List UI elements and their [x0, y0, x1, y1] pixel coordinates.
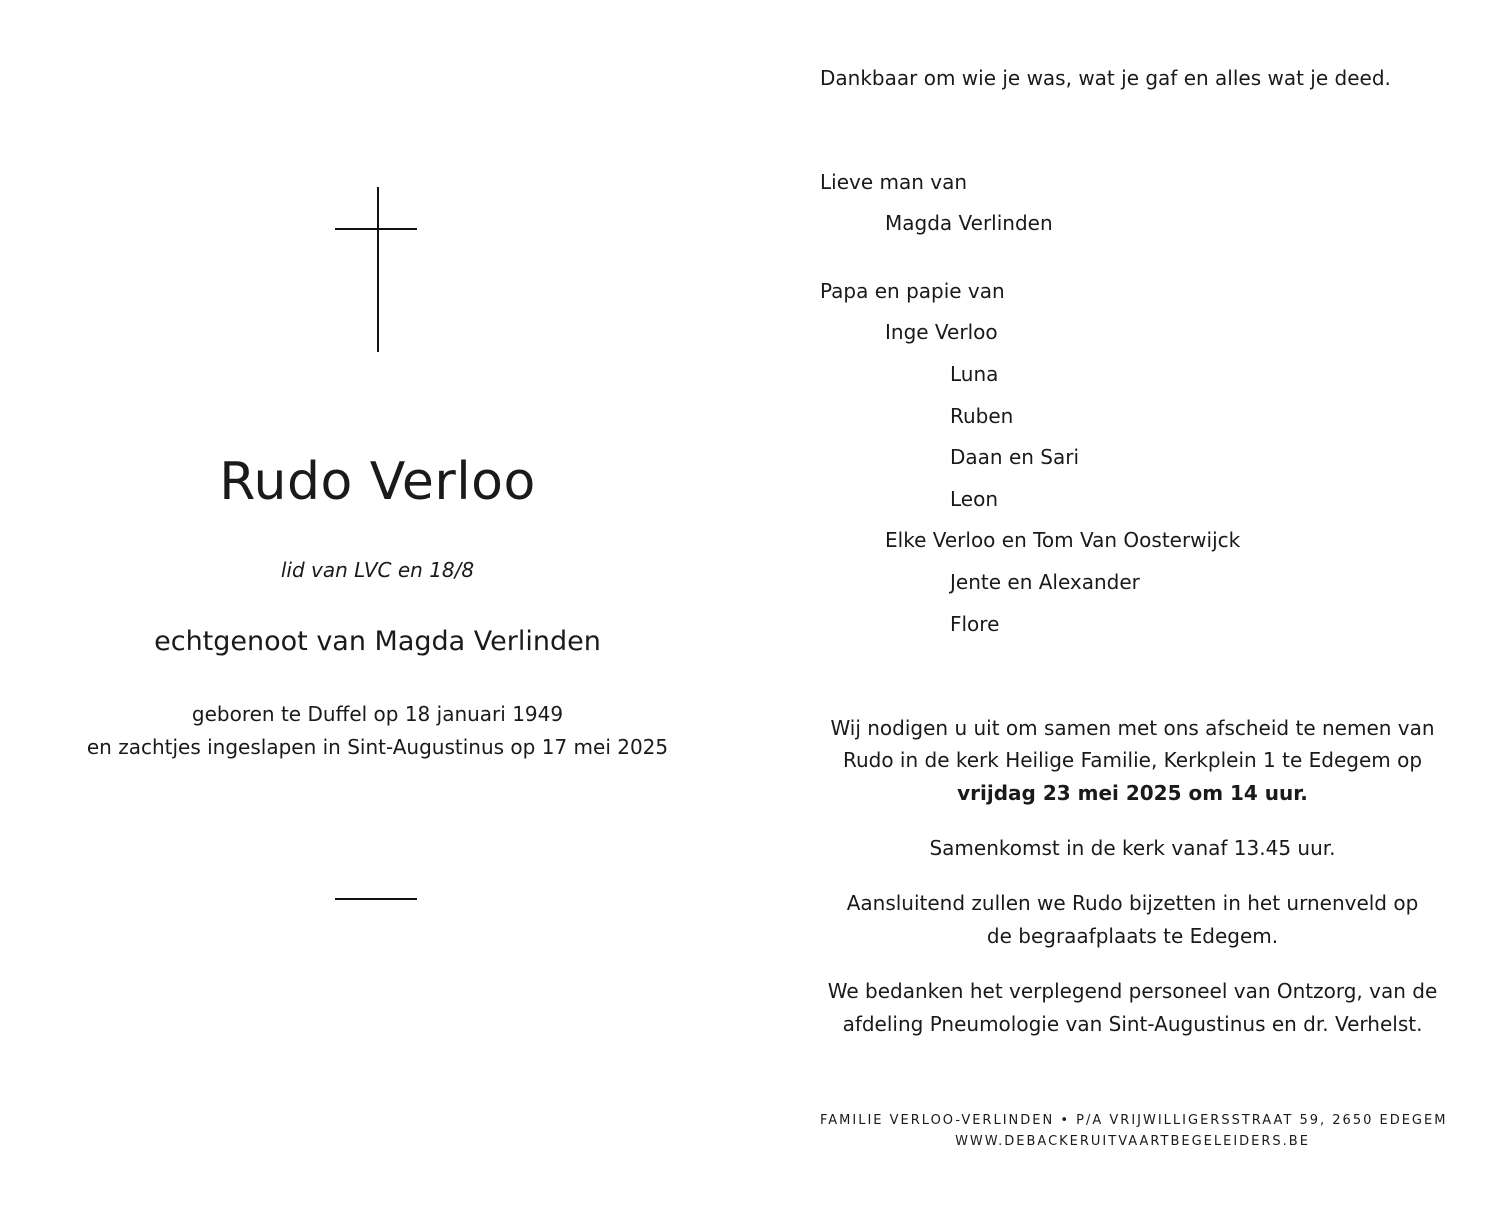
deceased-name: Rudo Verloo	[219, 452, 536, 512]
death-line: en zachtjes ingeslapen in Sint-Augustinus op 17 mei 2025	[86, 735, 669, 759]
right-page	[755, 0, 1509, 1214]
footer-address: FAMILIE VERLOO-VERLINDEN • P/A VRIJWILLIGERSSTRAAT 59, 2650 EDEGEM	[820, 1113, 1448, 1128]
membership-line: lid van LVC en 18/8	[280, 558, 475, 582]
grandchild-name: Luna	[950, 362, 999, 386]
thanks-line: afdeling Pneumologie van Sint-Augustinus en dr. Verhelst.	[842, 1012, 1423, 1036]
invitation-date: vrijdag 23 mei 2025 om 14 uur.	[957, 781, 1308, 805]
child-name: Elke Verloo en Tom Van Oosterwijck	[885, 528, 1241, 552]
footer-website: WWW.DEBACKERUITVAARTBEGELEIDERS.BE	[955, 1134, 1310, 1149]
husband-intro: Lieve man van	[820, 170, 968, 194]
grandchild-name: Leon	[950, 487, 999, 511]
invitation-line: Wij nodigen u uit om samen met ons afscheid te nemen van	[830, 716, 1435, 740]
gathering-line: Samenkomst in de kerk vanaf 13.45 uur.	[929, 836, 1336, 860]
grandchild-name: Flore	[950, 612, 1000, 636]
birth-line: geboren te Duffel op 18 januari 1949	[191, 702, 564, 726]
divider-line	[335, 898, 417, 900]
grandchild-name: Jente en Alexander	[950, 570, 1140, 594]
cross-icon-vertical-bar	[377, 187, 379, 352]
invitation-line: Rudo in de kerk Heilige Familie, Kerkplein 1 te Edegem op	[842, 748, 1423, 772]
wife-name: Magda Verlinden	[885, 211, 1053, 235]
burial-line: de begraafplaats te Edegem.	[986, 924, 1279, 948]
family-intro: Papa en papie van	[820, 279, 1005, 303]
cross-icon-horizontal-bar	[335, 228, 417, 230]
grandchild-name: Daan en Sari	[950, 445, 1080, 469]
grandchild-name: Ruben	[950, 404, 1014, 428]
gratitude-line: Dankbaar om wie je was, wat je gaf en alles wat je deed.	[820, 66, 1391, 90]
spouse-line: echtgenoot van Magda Verlinden	[154, 626, 601, 657]
thanks-line: We bedanken het verplegend personeel van Ontzorg, van de	[827, 979, 1438, 1003]
burial-line: Aansluitend zullen we Rudo bijzetten in het urnenveld op	[846, 891, 1419, 915]
child-name: Inge Verloo	[885, 320, 998, 344]
